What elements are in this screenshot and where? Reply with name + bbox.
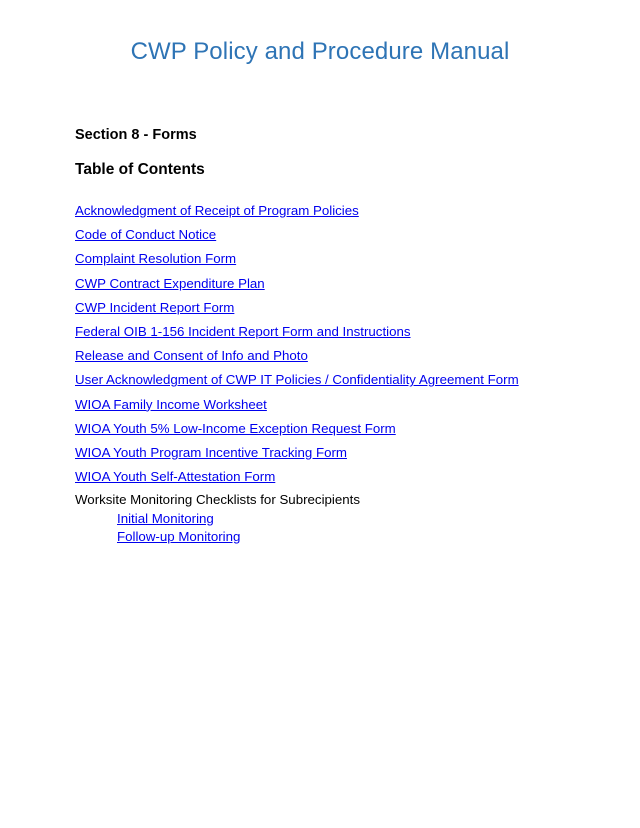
list-item — [75, 275, 519, 299]
worksite-monitoring-list — [117, 510, 240, 546]
toc-link-self-attestation[interactable]: WIOA Youth Self-Attestation Form — [75, 469, 276, 485]
toc-link-low-income-exception[interactable]: WIOA Youth 5% Low-Income Exception Request Form — [75, 420, 396, 436]
toc-link-release-and-consent[interactable]: Release and Consent of Info and Photo — [75, 348, 308, 364]
worksite-monitoring-label: Worksite Monitoring Checklists for Subrecipients — [75, 492, 361, 507]
list-item — [117, 510, 240, 528]
list-item — [75, 371, 519, 395]
toc-link-code-of-conduct[interactable]: Code of Conduct Notice — [75, 227, 217, 243]
toc-link-complaint-resolution[interactable]: Complaint Resolution Form — [75, 251, 237, 267]
list-item — [75, 347, 519, 371]
toc-link-acknowledgment-of-receipt[interactable]: Acknowledgment of Receipt of Program Policies — [75, 203, 359, 218]
list-item — [75, 323, 519, 347]
list-item — [75, 396, 519, 420]
toc-link-contract-expenditure-plan[interactable]: CWP Contract Expenditure Plan — [75, 275, 265, 291]
list-item — [75, 250, 519, 274]
list-item — [117, 528, 240, 546]
list-item — [75, 420, 519, 444]
list-item — [75, 444, 519, 468]
page-title: CWP Policy and Procedure Manual — [130, 38, 510, 65]
toc-list — [75, 202, 519, 492]
list-item — [75, 226, 519, 250]
toc-link-user-acknowledgment-it-policies[interactable]: User Acknowledgment of CWP IT Policies / Confidentiality Agreement Form — [75, 372, 519, 388]
list-item — [75, 202, 519, 226]
list-item — [75, 299, 519, 323]
list-item — [75, 468, 519, 492]
toc-heading: Table of Contents — [75, 161, 205, 178]
toc-link-follow-up-monitoring[interactable]: Follow-up Monitoring — [117, 529, 241, 544]
toc-link-initial-monitoring[interactable]: Initial Monitoring — [117, 511, 214, 526]
toc-link-federal-oib-incident-report[interactable]: Federal OIB 1-156 Incident Report Form and Instructions — [75, 323, 411, 339]
toc-link-incentive-tracking[interactable]: WIOA Youth Program Incentive Tracking Form — [75, 444, 347, 460]
toc-link-incident-report-form[interactable]: CWP Incident Report Form — [75, 299, 235, 315]
section-heading: Section 8 - Forms — [75, 127, 197, 143]
toc-link-family-income-worksheet[interactable]: WIOA Family Income Worksheet — [75, 396, 267, 412]
